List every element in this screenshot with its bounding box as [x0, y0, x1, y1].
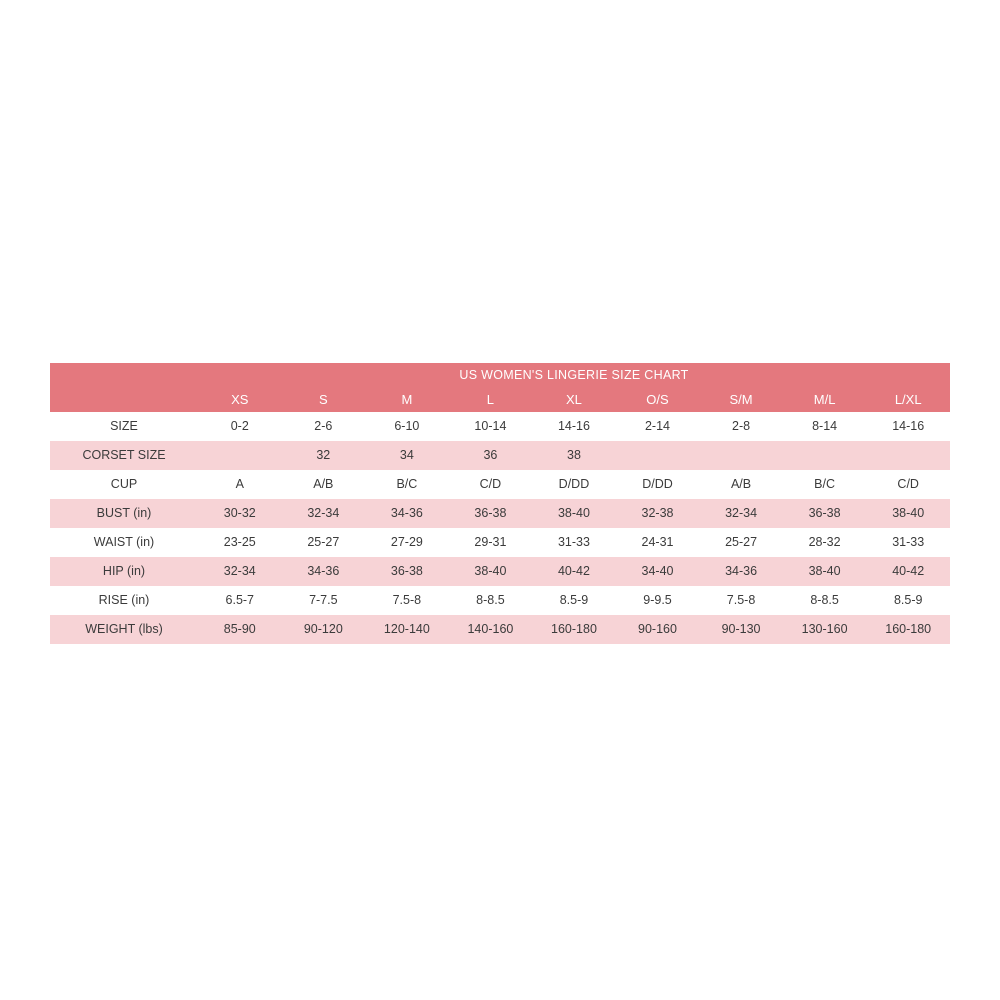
- cell-weight-lxl: 160-180: [866, 615, 950, 644]
- row-label-corset-size: CORSET SIZE: [50, 441, 198, 470]
- cell-cup-os: D/DD: [616, 470, 700, 499]
- cell-size-l: 10-14: [449, 412, 533, 441]
- column-header-sm: S/M: [699, 387, 783, 412]
- cell-rise-l: 8-8.5: [449, 586, 533, 615]
- cell-weight-xs: 85-90: [198, 615, 282, 644]
- table-row: [50, 412, 950, 441]
- cell-bust-m: 34-36: [365, 499, 449, 528]
- cell-cup-s: A/B: [282, 470, 366, 499]
- cell-weight-xl: 160-180: [532, 615, 616, 644]
- cell-weight-sm: 90-130: [699, 615, 783, 644]
- cell-weight-l: 140-160: [449, 615, 533, 644]
- cell-size-ml: 8-14: [783, 412, 867, 441]
- cell-waist-l: 29-31: [449, 528, 533, 557]
- cell-corset-os: [616, 441, 700, 470]
- row-label-bust: BUST (in): [50, 499, 198, 528]
- chart-title-row: [50, 363, 950, 387]
- row-label-cup: CUP: [50, 470, 198, 499]
- size-chart-container: [50, 363, 950, 644]
- cell-cup-xl: D/DD: [532, 470, 616, 499]
- row-label-rise: RISE (in): [50, 586, 198, 615]
- cell-corset-s: 32: [282, 441, 366, 470]
- cell-hip-xl: 40-42: [532, 557, 616, 586]
- cell-rise-os: 9-9.5: [616, 586, 700, 615]
- column-header-row: [50, 387, 950, 412]
- table-row: [50, 557, 950, 586]
- cell-waist-xs: 23-25: [198, 528, 282, 557]
- row-label-size: SIZE: [50, 412, 198, 441]
- cell-cup-l: C/D: [449, 470, 533, 499]
- table-row: [50, 615, 950, 644]
- cell-weight-s: 90-120: [282, 615, 366, 644]
- cell-bust-ml: 36-38: [783, 499, 867, 528]
- column-header-ml: M/L: [783, 387, 867, 412]
- cell-waist-lxl: 31-33: [866, 528, 950, 557]
- cell-corset-xl: 38: [532, 441, 616, 470]
- cell-size-lxl: 14-16: [866, 412, 950, 441]
- cell-hip-ml: 38-40: [783, 557, 867, 586]
- column-header-s: S: [282, 387, 366, 412]
- cell-size-os: 2-14: [616, 412, 700, 441]
- cell-waist-os: 24-31: [616, 528, 700, 557]
- cell-waist-m: 27-29: [365, 528, 449, 557]
- cell-hip-lxl: 40-42: [866, 557, 950, 586]
- cell-cup-m: B/C: [365, 470, 449, 499]
- cell-size-m: 6-10: [365, 412, 449, 441]
- column-header-lxl: L/XL: [866, 387, 950, 412]
- cell-hip-l: 38-40: [449, 557, 533, 586]
- row-label-weight: WEIGHT (lbs): [50, 615, 198, 644]
- cell-bust-l: 36-38: [449, 499, 533, 528]
- column-header-m: M: [365, 387, 449, 412]
- cell-corset-xs: [198, 441, 282, 470]
- cell-rise-s: 7-7.5: [282, 586, 366, 615]
- cell-bust-xs: 30-32: [198, 499, 282, 528]
- cell-rise-xs: 6.5-7: [198, 586, 282, 615]
- size-chart-table: [50, 363, 950, 644]
- column-header-xl: XL: [532, 387, 616, 412]
- cell-size-sm: 2-8: [699, 412, 783, 441]
- cell-weight-m: 120-140: [365, 615, 449, 644]
- cell-weight-os: 90-160: [616, 615, 700, 644]
- cell-cup-lxl: C/D: [866, 470, 950, 499]
- cell-size-xl: 14-16: [532, 412, 616, 441]
- table-row: [50, 499, 950, 528]
- cell-cup-ml: B/C: [783, 470, 867, 499]
- column-header-os: O/S: [616, 387, 700, 412]
- cell-hip-sm: 34-36: [699, 557, 783, 586]
- title-spacer-cell: [50, 363, 198, 387]
- cell-bust-xl: 38-40: [532, 499, 616, 528]
- cell-rise-lxl: 8.5-9: [866, 586, 950, 615]
- cell-rise-ml: 8-8.5: [783, 586, 867, 615]
- column-header-l: L: [449, 387, 533, 412]
- chart-title: US WOMEN'S LINGERIE SIZE CHART: [198, 363, 950, 387]
- cell-cup-sm: A/B: [699, 470, 783, 499]
- cell-rise-xl: 8.5-9: [532, 586, 616, 615]
- cell-rise-sm: 7.5-8: [699, 586, 783, 615]
- cell-hip-s: 34-36: [282, 557, 366, 586]
- cell-corset-ml: [783, 441, 867, 470]
- row-label-waist: WAIST (in): [50, 528, 198, 557]
- row-label-hip: HIP (in): [50, 557, 198, 586]
- cell-waist-xl: 31-33: [532, 528, 616, 557]
- cell-bust-s: 32-34: [282, 499, 366, 528]
- table-row: [50, 586, 950, 615]
- table-row: [50, 441, 950, 470]
- cell-cup-xs: A: [198, 470, 282, 499]
- table-row: [50, 528, 950, 557]
- cell-waist-s: 25-27: [282, 528, 366, 557]
- column-header-xs: XS: [198, 387, 282, 412]
- header-corner-cell: [50, 387, 198, 412]
- cell-corset-lxl: [866, 441, 950, 470]
- cell-rise-m: 7.5-8: [365, 586, 449, 615]
- cell-corset-sm: [699, 441, 783, 470]
- cell-hip-m: 36-38: [365, 557, 449, 586]
- cell-weight-ml: 130-160: [783, 615, 867, 644]
- cell-hip-os: 34-40: [616, 557, 700, 586]
- cell-corset-m: 34: [365, 441, 449, 470]
- cell-size-xs: 0-2: [198, 412, 282, 441]
- cell-waist-sm: 25-27: [699, 528, 783, 557]
- cell-bust-lxl: 38-40: [866, 499, 950, 528]
- cell-bust-os: 32-38: [616, 499, 700, 528]
- cell-hip-xs: 32-34: [198, 557, 282, 586]
- cell-bust-sm: 32-34: [699, 499, 783, 528]
- table-row: [50, 470, 950, 499]
- cell-size-s: 2-6: [282, 412, 366, 441]
- cell-corset-l: 36: [449, 441, 533, 470]
- cell-waist-ml: 28-32: [783, 528, 867, 557]
